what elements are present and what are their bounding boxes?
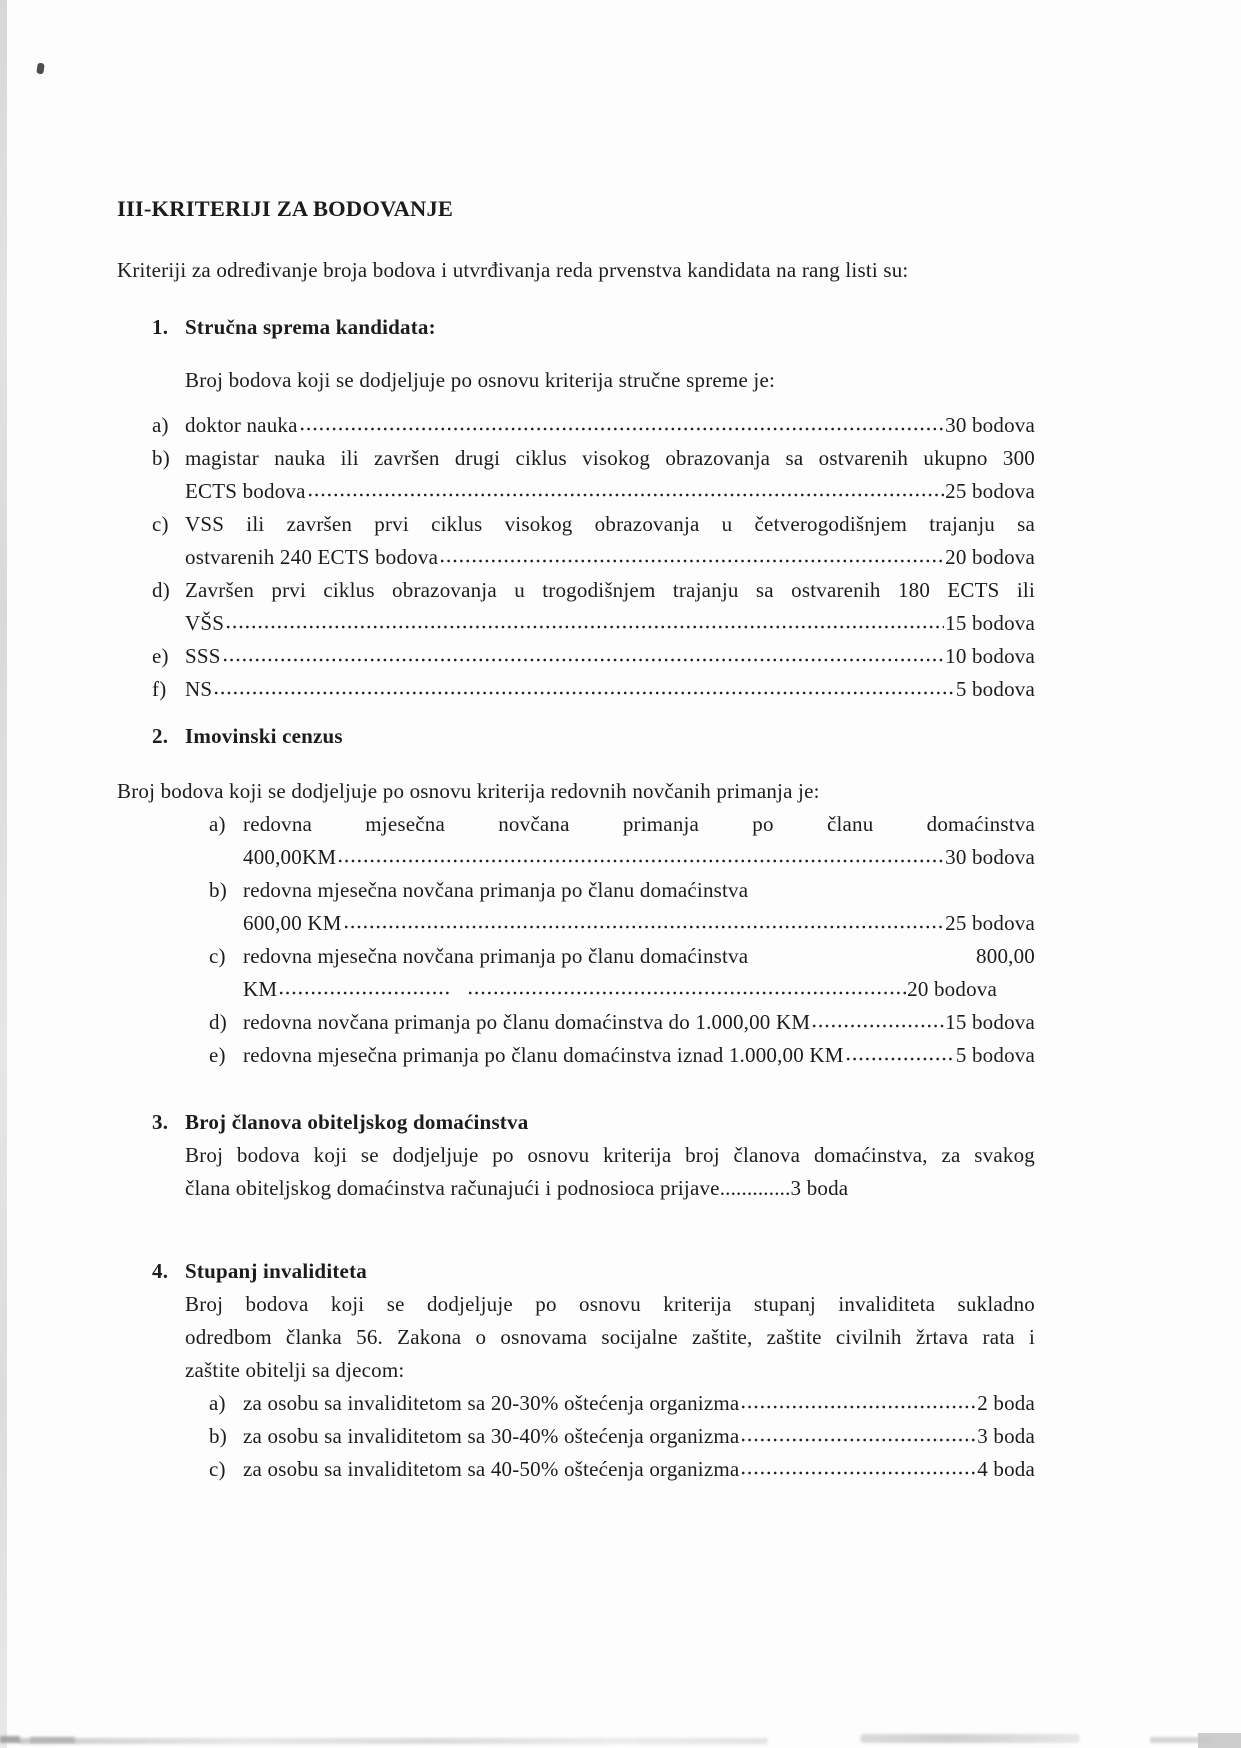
item-letter: a) bbox=[152, 413, 169, 437]
leader-gap bbox=[451, 995, 466, 996]
list-item bbox=[117, 640, 1035, 673]
item-text: 400,00KM bbox=[243, 845, 337, 869]
section-3 bbox=[117, 1106, 1035, 1205]
item-points: 25 bodova bbox=[945, 479, 1035, 503]
scan-smudge-bottom-right bbox=[1198, 1733, 1241, 1748]
item-letter: d) bbox=[152, 578, 170, 602]
item-text: SSS bbox=[185, 644, 221, 668]
item-amount: 800,00 bbox=[976, 944, 1035, 968]
item-points: 4 boda bbox=[977, 1457, 1035, 1481]
item-points: 30 bodova bbox=[945, 845, 1035, 869]
dotted-leader bbox=[225, 624, 944, 630]
section-1-lead: Broj bodova koji se dodjeljuje po osnovu kriterija stručne spreme je: bbox=[185, 368, 776, 392]
document-content bbox=[117, 192, 1035, 1486]
item-text: za osobu sa invaliditetom sa 20-30% oštećenja organizma bbox=[243, 1391, 740, 1415]
item-letter: c) bbox=[209, 1457, 226, 1481]
dotted-leader bbox=[337, 858, 944, 864]
body-line: Broj bodova koji se dodjeljuje po osnovu kriterija broj članova domaćinstva, za svakog bbox=[185, 1143, 1035, 1167]
item-text: NS bbox=[185, 677, 213, 701]
list-item bbox=[117, 574, 1035, 640]
list-item bbox=[117, 1006, 1035, 1039]
item-text: 600,00 KM bbox=[243, 911, 342, 935]
section-4 bbox=[117, 1255, 1035, 1486]
item-text: ostvarenih 240 ECTS bodova bbox=[185, 545, 439, 569]
scan-artifact-dot bbox=[36, 63, 44, 75]
item-text: doktor nauka bbox=[185, 413, 298, 437]
list-item bbox=[117, 409, 1035, 442]
item-text-line: Završen prvi ciklus obrazovanja u trogodišnjem trajanju sa ostvarenih 180 ECTS ili bbox=[185, 578, 1035, 602]
dotted-leader bbox=[811, 1023, 944, 1029]
section-3-body bbox=[185, 1139, 1035, 1205]
section-1-heading bbox=[117, 311, 1035, 344]
scan-smudge-bottom bbox=[860, 1734, 1080, 1743]
list-item bbox=[117, 1039, 1035, 1072]
item-points: 15 bodova bbox=[945, 611, 1035, 635]
item-text: KM bbox=[243, 977, 278, 1001]
item-letter: b) bbox=[209, 1424, 227, 1448]
list-item bbox=[117, 1420, 1035, 1453]
item-text: za osobu sa invaliditetom sa 30-40% oštećenja organizma bbox=[243, 1424, 740, 1448]
item-text: VŠS bbox=[185, 611, 225, 635]
list-item bbox=[117, 874, 1035, 940]
item-letter: b) bbox=[152, 446, 170, 470]
list-item bbox=[117, 940, 1035, 1006]
dotted-leader bbox=[278, 990, 450, 996]
item-text-line: magistar nauka ili završen drugi ciklus visokog obrazovanja sa ostvarenih ukupno 300 bbox=[185, 446, 1035, 470]
dotted-leader bbox=[740, 1437, 976, 1443]
item-text: za osobu sa invaliditetom sa 40-50% oštećenja organizma bbox=[243, 1457, 740, 1481]
item-letter: e) bbox=[152, 644, 169, 668]
item-points: 5 bodova bbox=[955, 1043, 1035, 1067]
item-points: 25 bodova bbox=[945, 911, 1035, 935]
body-line: Broj bodova koji se dodjeljuje po osnovu kriterija stupanj invaliditeta sukladno bbox=[185, 1292, 1035, 1316]
section-title: Stručna sprema kandidata: bbox=[185, 315, 436, 339]
item-text-line: redovna mjesečna novčana primanja po članu domaćinstva bbox=[243, 812, 1035, 836]
item-letter: b) bbox=[209, 878, 227, 902]
dotted-leader bbox=[213, 690, 955, 696]
section-2 bbox=[117, 720, 1035, 1072]
list-item bbox=[117, 442, 1035, 508]
section-4-heading bbox=[117, 1255, 1035, 1288]
dotted-leader bbox=[845, 1056, 955, 1062]
dotted-leader bbox=[740, 1470, 976, 1476]
list-item bbox=[117, 1387, 1035, 1420]
section-title: Broj članova obiteljskog domaćinstva bbox=[185, 1110, 529, 1134]
item-text: ECTS bodova bbox=[185, 479, 306, 503]
item-letter: f) bbox=[152, 677, 167, 701]
list-item bbox=[117, 1453, 1035, 1486]
scan-edge-left bbox=[0, 0, 7, 1748]
section-number: 2. bbox=[152, 724, 169, 748]
section-4-body bbox=[185, 1288, 1035, 1387]
item-points: 15 bodova bbox=[945, 1010, 1035, 1034]
item-letter: a) bbox=[209, 812, 226, 836]
item-letter: d) bbox=[209, 1010, 227, 1034]
section-number: 1. bbox=[152, 315, 169, 339]
item-points: 5 bodova bbox=[955, 677, 1035, 701]
section-2-lead: Broj bodova koji se dodjeljuje po osnovu kriterija redovnih novčanih primanja je: bbox=[117, 779, 820, 803]
section-number: 3. bbox=[152, 1110, 169, 1134]
section-2-heading bbox=[117, 720, 1035, 753]
item-text: redovna novčana primanja po članu domaćinstva do 1.000,00 KM bbox=[243, 1010, 811, 1034]
dotted-leader bbox=[307, 492, 945, 498]
item-points: 3 boda bbox=[977, 1424, 1035, 1448]
item-text-line: redovna mjesečna novčana primanja po članu domaćinstva bbox=[243, 878, 749, 902]
scan-smudge-bottom-left bbox=[30, 1737, 75, 1743]
item-text: redovna mjesečna primanja po članu domaćinstva iznad 1.000,00 KM bbox=[243, 1043, 844, 1067]
section-title: Stupanj invaliditeta bbox=[185, 1259, 367, 1283]
item-letter: a) bbox=[209, 1391, 226, 1415]
intro-paragraph: Kriteriji za određivanje broja bodova i utvrđivanja reda prvenstva kandidata na rang listi su: bbox=[117, 258, 909, 282]
dotted-leader bbox=[439, 558, 944, 564]
list-item bbox=[117, 673, 1035, 706]
body-line: člana obiteljskog domaćinstva računajući i podnosioca prijave.............3 boda bbox=[185, 1176, 849, 1200]
section-title: Imovinski cenzus bbox=[185, 724, 343, 748]
document-title: III-KRITERIJI ZA BODOVANJE bbox=[117, 196, 454, 221]
section-1 bbox=[117, 311, 1035, 706]
dotted-leader bbox=[343, 924, 944, 930]
item-letter: c) bbox=[152, 512, 169, 536]
section-number: 4. bbox=[152, 1259, 169, 1283]
list-item bbox=[117, 808, 1035, 874]
item-text-line: VSS ili završen prvi ciklus visokog obrazovanja u četverogodišnjem trajanju sa bbox=[185, 512, 1035, 536]
item-points: 2 boda bbox=[977, 1391, 1035, 1415]
section-3-heading bbox=[117, 1106, 1035, 1139]
item-points: 30 bodova bbox=[945, 413, 1035, 437]
scan-smudge-bottom bbox=[18, 1738, 768, 1744]
list-item bbox=[117, 508, 1035, 574]
scan-smudge-bottom-left bbox=[0, 1736, 20, 1743]
body-line: zaštite obitelji sa djecom: bbox=[185, 1358, 405, 1382]
item-letter: e) bbox=[209, 1043, 226, 1067]
dotted-leader bbox=[299, 426, 945, 432]
item-text-line: redovna mjesečna novčana primanja po članu domaćinstva bbox=[243, 944, 749, 968]
item-letter: c) bbox=[209, 944, 226, 968]
dotted-leader bbox=[222, 657, 944, 663]
dotted-leader bbox=[467, 990, 906, 996]
item-points: 20 bodova bbox=[907, 977, 997, 1001]
item-points: 20 bodova bbox=[945, 545, 1035, 569]
item-points: 10 bodova bbox=[945, 644, 1035, 668]
dotted-leader bbox=[740, 1404, 976, 1410]
body-line: odredbom članka 56. Zakona o osnovama socijalne zaštite, zaštite civilnih žrtava rata i bbox=[185, 1325, 1035, 1349]
